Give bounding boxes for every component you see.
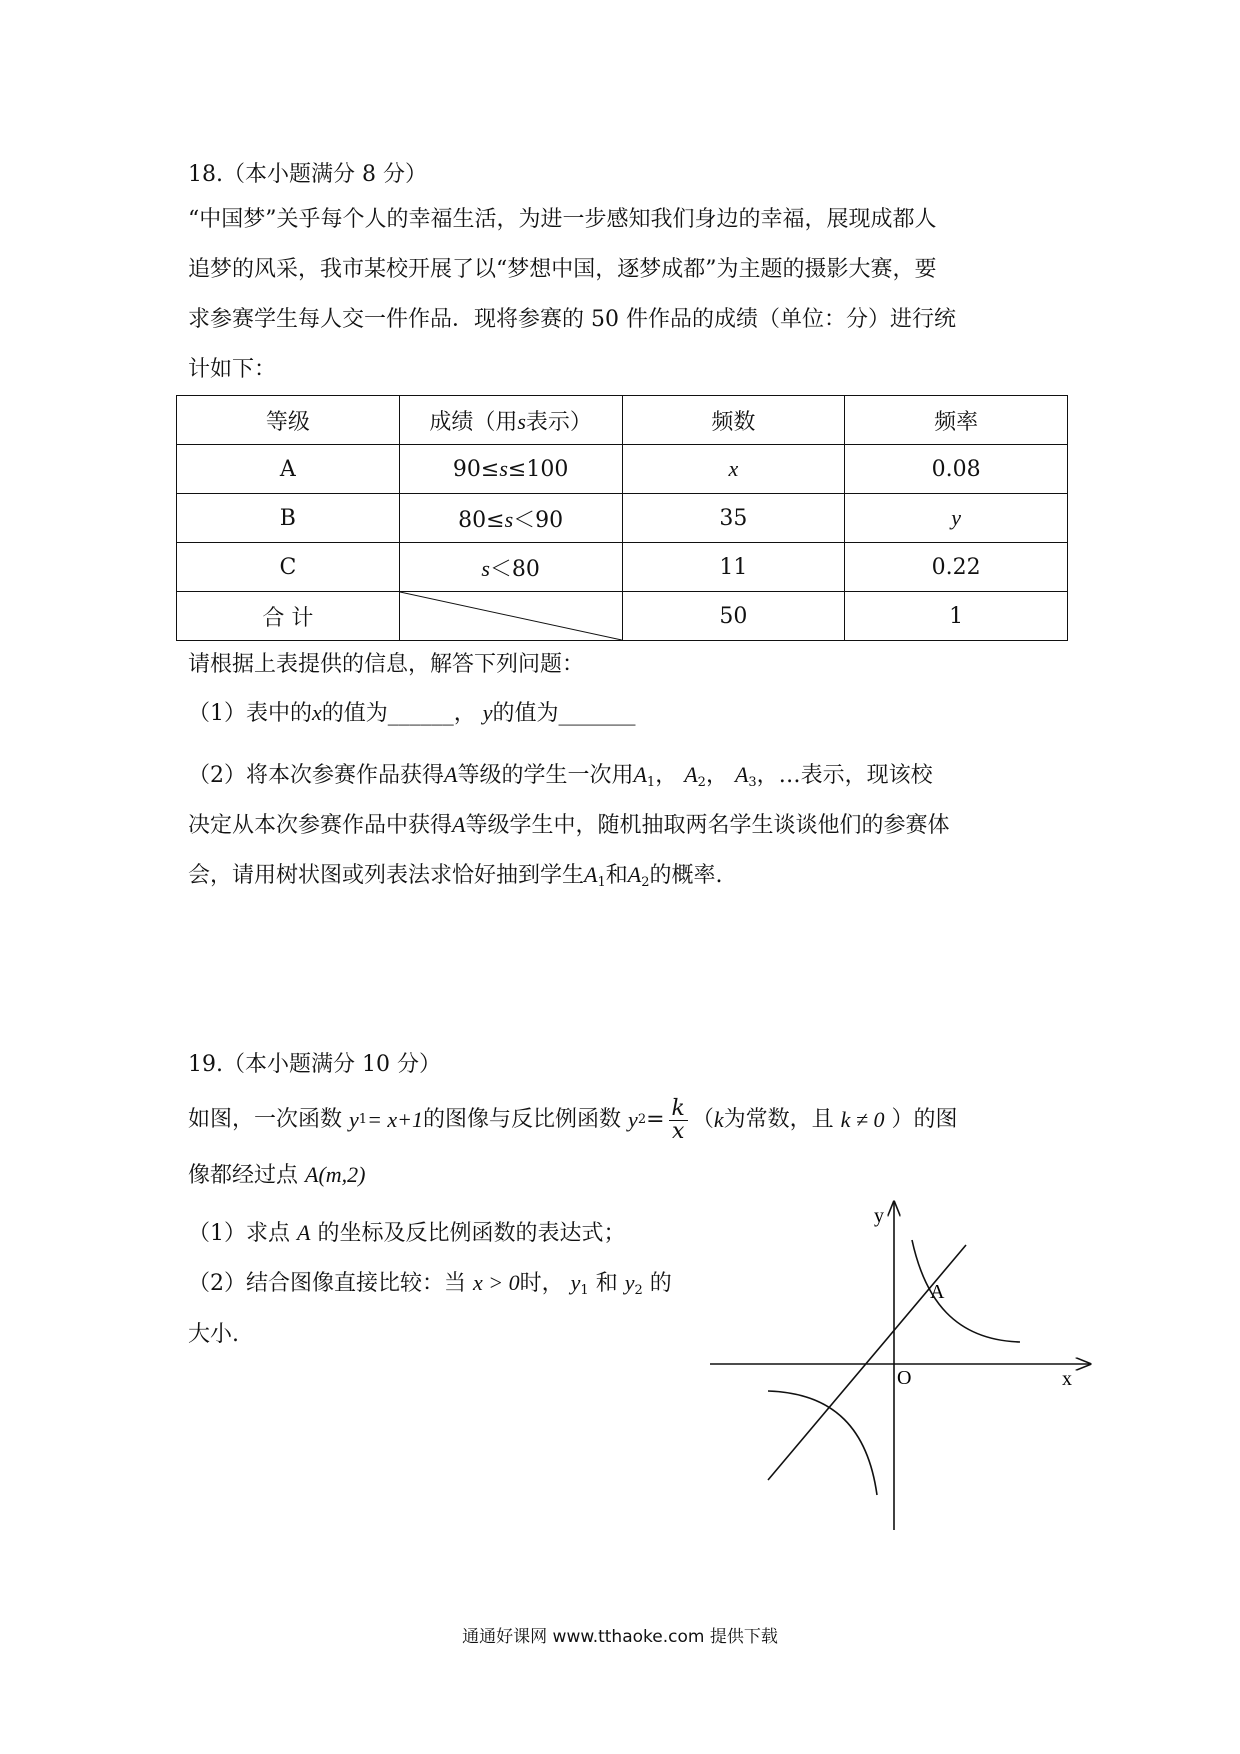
header-grade: 等级 [177, 396, 400, 445]
header-frequency: 频数 [622, 396, 845, 445]
table-row [177, 494, 1068, 543]
cell-total-label: 合 计 [177, 592, 400, 641]
q19-part-1: （1）求点 A 的坐标及反比例函数的表达式； [188, 1220, 626, 1246]
diagonal-line [400, 592, 622, 640]
q18-intro-line-1: “中国梦”关乎每个人的幸福生活，为进一步感知我们身边的幸福，展现成都人 [188, 207, 937, 232]
q18-part-1: （1）表中的x的值为______， y的值为_______ [188, 700, 636, 726]
q18-header: 18.（本小题满分 8 分） [188, 162, 427, 187]
cell-frequency: 35 [622, 494, 845, 543]
origin-label: O [897, 1367, 912, 1389]
cell-total-frequency: 50 [622, 592, 845, 641]
cell-diagonal [399, 592, 622, 641]
q18-instruction: 请根据上表提供的信息，解答下列问题： [188, 652, 585, 677]
header-score: 成绩（用s表示） [399, 396, 622, 445]
q19-header: 19.（本小题满分 10 分） [188, 1052, 441, 1077]
fraction-k-over-x: $\frac{k}{x}$ [669, 1098, 688, 1143]
header-rate: 频率 [845, 396, 1068, 445]
cell-score: 90≤s≤100 [399, 445, 622, 494]
cell-frequency: 11 [622, 543, 845, 592]
q18-part-2-line-1: （2）将本次参赛作品获得A等级的学生一次用$A_1$， $A_2$， $A_3$，…表示，现该校 [188, 762, 933, 790]
q18-part-2-line-3: 会，请用树状图或列表法求恰好抽到学生$A_1$和$A_2$的概率. [188, 862, 723, 890]
cell-grade: B [177, 494, 400, 543]
point-a-label: A [930, 1281, 945, 1303]
cell-total-rate: 1 [845, 592, 1068, 641]
q19-line-1: 如图，一次函数 y 1 = x+1 的图像与反比例函数 y 2 = $\frac{k}{x}$ （ k 为常数，且 k ≠ 0 ）的图 [188, 1095, 958, 1144]
x-axis-label: x [1062, 1368, 1072, 1390]
cell-rate: 0.08 [845, 445, 1068, 494]
cell-grade: A [177, 445, 400, 494]
q18-intro-line-4: 计如下： [188, 357, 277, 382]
cell-grade: C [177, 543, 400, 592]
grade-frequency-table [176, 395, 1068, 641]
q19-line-2: 像都经过点 A(m,2) [188, 1162, 366, 1188]
hyperbola-branch-left [768, 1391, 877, 1495]
cell-score: 80≤s＜90 [399, 494, 622, 543]
cell-frequency: x [622, 445, 845, 494]
cell-rate: 0.22 [845, 543, 1068, 592]
q18-intro-line-3: 求参赛学生每人交一件作品．现将参赛的 50 件作品的成绩（单位：分）进行统 [188, 307, 956, 332]
table-row [177, 445, 1068, 494]
cell-rate: y [845, 494, 1068, 543]
table-total-row [177, 592, 1068, 641]
q18-intro-line-2: 追梦的风采，我市某校开展了以“梦想中国，逐梦成都”为主题的摄影大赛，要 [188, 257, 937, 282]
cell-score: s＜80 [399, 543, 622, 592]
footer: 通通好课网 www.tthaoke.com 提供下载 [462, 1627, 778, 1647]
table-row [177, 543, 1068, 592]
y-axis-label: y [874, 1205, 884, 1227]
q18-part-2-line-2: 决定从本次参赛作品中获得A等级学生中，随机抽取两名学生谈谈他们的参赛体 [188, 812, 950, 838]
function-graph [700, 1190, 1100, 1550]
table-header-row [177, 396, 1068, 445]
q19-part-2-end: 大小. [188, 1322, 239, 1347]
q19-part-2: （2）结合图像直接比较：当 x > 0时， $y_1$ 和 $y_2$ 的 [188, 1270, 672, 1298]
